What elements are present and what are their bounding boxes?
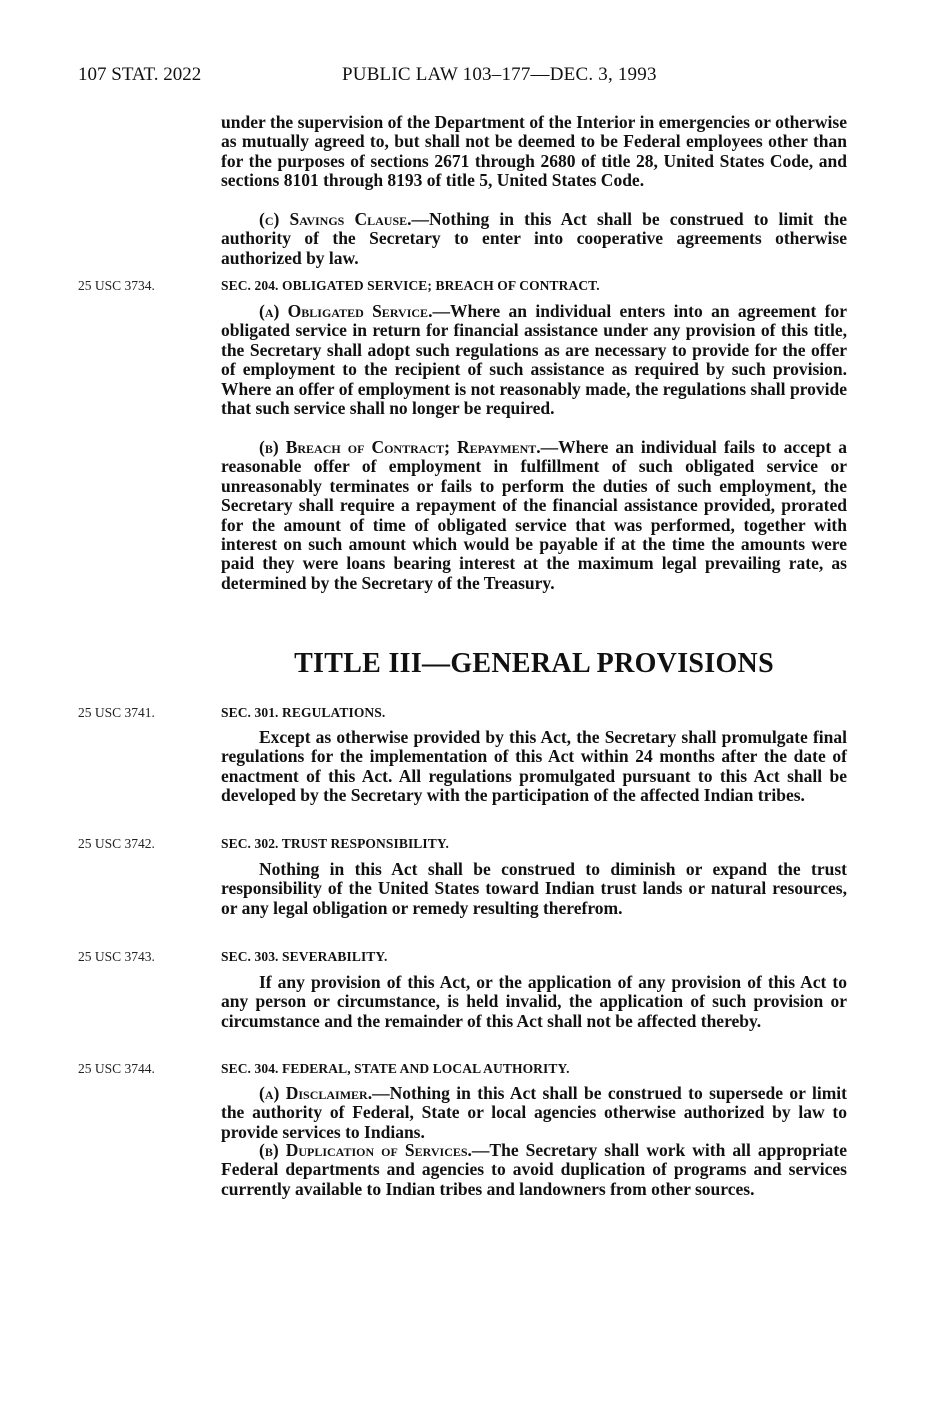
disclaimer-label: (a) Disclaimer. bbox=[259, 1083, 373, 1103]
obligated-service-label: (a) Obligated Service. bbox=[259, 301, 433, 321]
obligated-service-text: —Where an individual enters into an agreement for obligated service in return for financial assistance under any provision of this title, the Secretary shall adopt such regulations as are necessary to provide for the offer of employment to the recipient of such assistance as required by such provision. Where an offer of employment is not reasonably made, the regulations shall provide that such service shall no longer be required. bbox=[221, 301, 847, 419]
continuation-paragraph: under the supervision of the Department of the Interior in emergencies or otherwise as mutually agreed to, but shall not be deemed to be Federal employees other than for the purposes of sections 2671 through 2680 of title 28, United States Code, and sections 8101 through 8193 of title 5, United States Code. bbox=[221, 112, 847, 191]
savings-clause-paragraph bbox=[221, 210, 847, 268]
title-iii-heading: TITLE III—GENERAL PROVISIONS bbox=[294, 648, 774, 679]
running-head: PUBLIC LAW 103–177—DEC. 3, 1993 bbox=[342, 64, 657, 85]
section-303-paragraph: If any provision of this Act, or the application of any provision of this Act to any person or circumstance, is held invalid, the application of such provision or circumstance and the remainder of this Act shall not be affected thereby. bbox=[221, 972, 847, 1031]
section-302-heading: SEC. 302. TRUST RESPONSIBILITY. bbox=[221, 836, 449, 851]
section-304-a-paragraph bbox=[221, 1084, 847, 1142]
section-302-paragraph: Nothing in this Act shall be construed to diminish or expand the trust responsibility of the United States toward Indian trust lands or natural resources, or any legal obligation or remedy resulting therefrom. bbox=[221, 859, 847, 918]
savings-clause-label: (c) Savings Clause. bbox=[259, 209, 412, 229]
section-304-b-paragraph bbox=[221, 1141, 847, 1199]
section-204-b-paragraph bbox=[221, 438, 847, 593]
statute-page-reference: 107 STAT. 2022 bbox=[78, 64, 202, 85]
savings-clause-text: —Nothing in this Act shall be construed to limit the authority of the Secretary to enter into cooperative agreements otherwise authorized by law. bbox=[221, 209, 847, 268]
breach-of-contract-text: —Where an individual fails to accept a reasonable offer of employment in fulfillment of such obligated service or unreasonably terminates or fails to perform the duties of such employment, the Secretary shall require a repayment of the financial assistance provided, prorated for the amount of time of obligated service that was performed, together with interest on such amount which would be payable if at the time the amounts were paid they were loans bearing interest at the maximum legal prevailing rate, as determined by the Secretary of the Treasury. bbox=[221, 437, 847, 593]
section-204-a-paragraph bbox=[221, 302, 847, 418]
margin-citation-3734: 25 USC 3734. bbox=[78, 278, 155, 293]
section-204-heading: SEC. 204. OBLIGATED SERVICE; BREACH OF CONTRACT. bbox=[221, 278, 600, 293]
margin-citation-3742: 25 USC 3742. bbox=[78, 836, 155, 851]
margin-citation-3744: 25 USC 3744. bbox=[78, 1061, 155, 1076]
margin-citation-3743: 25 USC 3743. bbox=[78, 949, 155, 964]
section-303-heading: SEC. 303. SEVERABILITY. bbox=[221, 949, 388, 964]
margin-citation-3741: 25 USC 3741. bbox=[78, 705, 155, 720]
disclaimer-text: —Nothing in this Act shall be construed to supersede or limit the authority of Federal, State or local agencies otherwise authorized by law to provide services to Indians. bbox=[221, 1083, 847, 1142]
breach-of-contract-label: (b) Breach of Contract; Repayment. bbox=[259, 437, 541, 457]
duplication-of-services-label: (b) Duplication of Services. bbox=[259, 1140, 472, 1160]
section-301-heading: SEC. 301. REGULATIONS. bbox=[221, 705, 386, 720]
duplication-of-services-text: —The Secretary shall work with all appropriate Federal departments and agencies to avoid duplication of programs and services currently available to Indian tribes and landowners from other sources. bbox=[221, 1140, 847, 1199]
page-header bbox=[78, 64, 858, 88]
section-304-heading: SEC. 304. FEDERAL, STATE AND LOCAL AUTHORITY. bbox=[221, 1061, 570, 1076]
section-301-paragraph: Except as otherwise provided by this Act, the Secretary shall promulgate final regulations for the implementation of this Act within 24 months after the date of enactment of this Act. All regulations promulgated pursuant to this Act shall be developed by the Secretary with the participation of the affected Indian tribes. bbox=[221, 727, 847, 806]
